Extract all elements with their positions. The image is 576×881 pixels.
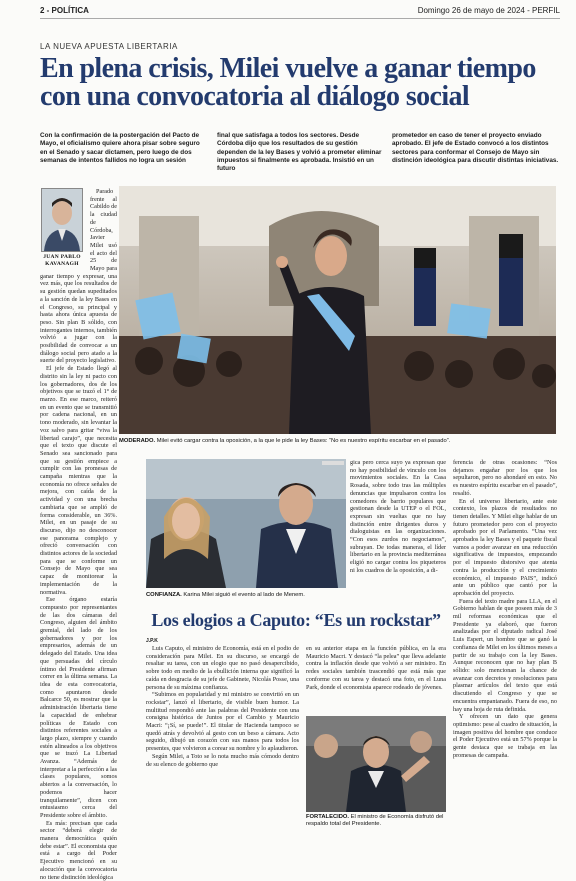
caption-lead: FORTALECIDO. <box>306 814 350 820</box>
paragraph: Ese órgano estaría compuesto por representantes de las dos cámaras del Congreso, alguien del ámbito gremial, del lado de los gobernadores y por los empresarios, además de un delegado del Estado. Una idea que persuadas del círculo íntimo del Presidente afirman correr en la última semana. La idea de esta convocatoria, como apuntaron desde Balcarce 50, es mostrar que la administración libertaria tiene la capacidad de enhebrar políticas de Estado con distintos referentes sociales a largo plazo, siempre y cuando estén alineados a los objetivos que se trazó La Libertad Avanza. “Además de interpretar a la perfección a las clases populares, somos abiertos a la conversación, lo podemos hacer tranquilamente”, dicen con entusiasmo cerca del Presidente sobre el ámbito. <box>40 596 117 819</box>
karina-milei-photo <box>146 459 346 588</box>
photo3-caption <box>306 814 446 828</box>
box-subhead: Los elogios a Caputo: “Es un rockstar” <box>151 610 441 630</box>
deck-col-2: final que satisfaga a todos los sectores. Desde Córdoba dijo que los resultados de su gestión dependen de la ley Bases y volvió a prometer eliminar impuestos si finalmente es aprobada. Insistió en un futuro <box>217 132 382 173</box>
paragraph: El jefe de Estado llegó al distrito sin la ley ni pacto con los gobernadores, dos de los objetivos que se trazó el 1° de marzo. En ese marco, reiteró en un evento que se transmitió por cadena nacional, en un tono moderado, sin levantar la voz salvo para gritar “viva la libertad carajo”, que necesita que el texto que discute el Senado sea sancionado para que su gestión empiece a cumplir con las promesas de campaña mientras que la economía no ofrece señales de mejora, con caída de la actividad y con una brecha cambiaria que se amplió de forma considerable, un 36%. Milei, en un pasaje de su discurso, dijo no desconocer ese panorama complejo y ofreció conversación con distintos actores de la sociedad para que se conforme un Consejo de Mayo que sea capaz de monitorear la implementación de la normativa. <box>40 365 117 596</box>
kicker: LA NUEVA APUESTA LIBERTARIA <box>40 42 178 51</box>
headline: En plena crisis, Milei vuelve a ganar tiempo con una convocatoria al diálogo social <box>40 53 536 112</box>
paragraph: Luis Caputo, el ministro de Economía, está en el podio de consideración para Milei. En su discurso, se encargó de resaltar su tarea, con un elogio que no pasó desapercibido, sobre todo en medio de la ebullición interna que significó la caída en desgracia de su jefe de Gabinete, Nicolás Posse, una persona de su máxima confianza. <box>146 645 299 691</box>
caption-text: Milei evitó cargar contra la oposición, a la que le pide la ley Bases: “No es nuestro espíritu escarbar en el pasado”. <box>155 438 451 444</box>
paragraph: Fuera del texto madre para LLA, en el Gobierno hablan de que poseen más de 3 mil reformas económicas que el Presidente ya elaboró, que fueron analizadas por el diputado radical José Luis Espert, un hombre que se ganó la confianza de Milei en los últimos meses a partir de su trabajo con la ley Bases. Aunque reconocen que no hay plan B sólido: solo mencionan la chance de avanzar con decretos y resoluciones para plasmar artículos del texto que está discutiendo el Congreso y que se encuentra empantanado. Fuera de eso, no hay una hoja de ruta definida. <box>453 597 557 713</box>
paragraph: Es más: precisan que cada sector “deberá elegir de manera democrática quién debe estar”. El economista que está a cargo del Poder Ejecutivo mencionó en su alocución que la convocatoria no tiene distinción ideológica <box>40 819 117 881</box>
paragraph: En el universo libertario, ante este contexto, los plazos de resultados no tienen detalles. Y Milei elige hablar de un futuro prometedor pero con el proyecto aprobado por el Parlamento. “Una vez aprobados la ley Bases y el paquete fiscal vamos a poder avanzar en una reducción significativa de impuestos, empezando por el impuesto distorsivo que atenta contra la producción y el crecimiento económico, el impuesto PAIS”, indicó ante un público que cantó por la aprobación del proyecto. <box>453 497 557 597</box>
paragraph: Parado frente al Cabildo de la ciudad de Córdoba, Javier Milei usó el acto del 25 de Mayo para ganar tiempo y expresar, una vez más, que los resultados de su gestión quedan supeditados a la sanción de la ley Bases en el Congreso, su principal y hasta ahora única apuesta de peso. Sin plan B sólido, con interrogantes internos, también volvió a jugar con la posibilidad de convocar a un diálogo social pero atado a la suerte del proyecto legislativo. <box>40 188 117 365</box>
deck-col-3: prometedor en caso de tener el proyecto enviado aprobado. El jefe de Estado convocó a los distintos sectores para conformar el Consejo de Mayo sin distinción ideológica para discutir distintas iniciativas. <box>392 132 559 164</box>
caputo-photo <box>306 716 446 812</box>
box-col-b <box>306 645 446 713</box>
box-col-a <box>146 645 299 830</box>
photo2-caption <box>146 592 346 599</box>
main-photo-caption <box>119 438 556 445</box>
main-photo <box>119 186 556 434</box>
paragraph: “Subimos en popularidad y mi ministro se convirtió en un rockstar”, lanzó el libertario, de visible buen humor. La multitud respondió ante las palabras del Presidente con una consigna histórica de Juntos por el Cambio y Mauricio Macri: “¡Sí, se puede!”. El titular de Hacienda tampoco se quedó atrás y devolvió al gesto con un beso a cámara. Acto seguido, dibujó un corazón con sus manos para todos los presentes, que volvieron a corear su nombre y lo aplaudieron. <box>146 691 299 753</box>
body-col-middle <box>350 459 446 597</box>
deck-col-1: Con la confirmación de la postergación del Pacto de Mayo, el oficialismo quiere ahora pisar sobre seguro en el Senado y sacar dictamen, pero luego de dos semanas de intentos fallidos no logra un sesión <box>40 132 200 164</box>
paragraph: Y ofrecen un dato que genera optimismo: pese al cuadro de situación, la imagen positiva del hombre que conduce el Poder Ejecutivo está un 57% porque la gente destaca que se trabaja en las promesas de campaña. <box>453 713 557 759</box>
body-col-left <box>40 188 117 881</box>
caption-text: El ministro de Economía disfrutó del respaldo total del Presidente. <box>306 814 444 827</box>
paragraph: ferencia de otras ocasiones: “Nos dejamos engañar por los que los sepultaron, pero no ahondaré en esto. No es nuestro espíritu escarbar en el pasado”, resaltó. <box>453 459 557 497</box>
paragraph: en su anterior etapa en la función pública, en la era Mauricio Macri. Y destacó “la pelea” que lleva adelante contra la inflación desde que volvió a ser ministro. En redes sociales también trascendió que está más que conforme con su tarea y destacó una foto, en el Luna Park, donde el economista aparece rodeado de jóvenes. <box>306 645 446 691</box>
box-byline: J.P.K <box>146 638 158 644</box>
paragraph: Según Milei, a Toto se lo nota mucho más cómodo dentro de su elenco de gobierno que <box>146 752 299 768</box>
caption-lead: CONFIANZA. <box>146 592 182 598</box>
paragraph: gica pero cerca suyo ya expresan que no hay posibilidad de vinculo con los movimientos sociales. En la Casa Rosada, sobre todo tras las múltiples denuncias que impulsaron contra los comedores de barrio populares que gestionan desde la UTEP o el FOL, expresan sin vueltas que no hay distinción entre dirigentes duros y dialoguistas en las organizaciones. “Con esos zurdos no negociamos”, subrayan. De todas maneras, el líder libertario en la provincia mediterránea eligió no cargar contra los piqueteros ni los cuadros de la oposición, a di- <box>350 459 446 574</box>
running-head <box>40 4 560 19</box>
caption-text: Karina Milei siguió el evento al lado de Menem. <box>181 592 305 598</box>
caption-lead: MODERADO. <box>119 438 156 444</box>
page-section: 2 - POLÍTICA <box>40 6 89 15</box>
body-col-right <box>453 459 557 829</box>
date-and-paper: Domingo 26 de mayo de 2024 - PERFIL <box>417 6 560 15</box>
author-name: JUAN PABLO KAVANAGH <box>43 254 81 267</box>
